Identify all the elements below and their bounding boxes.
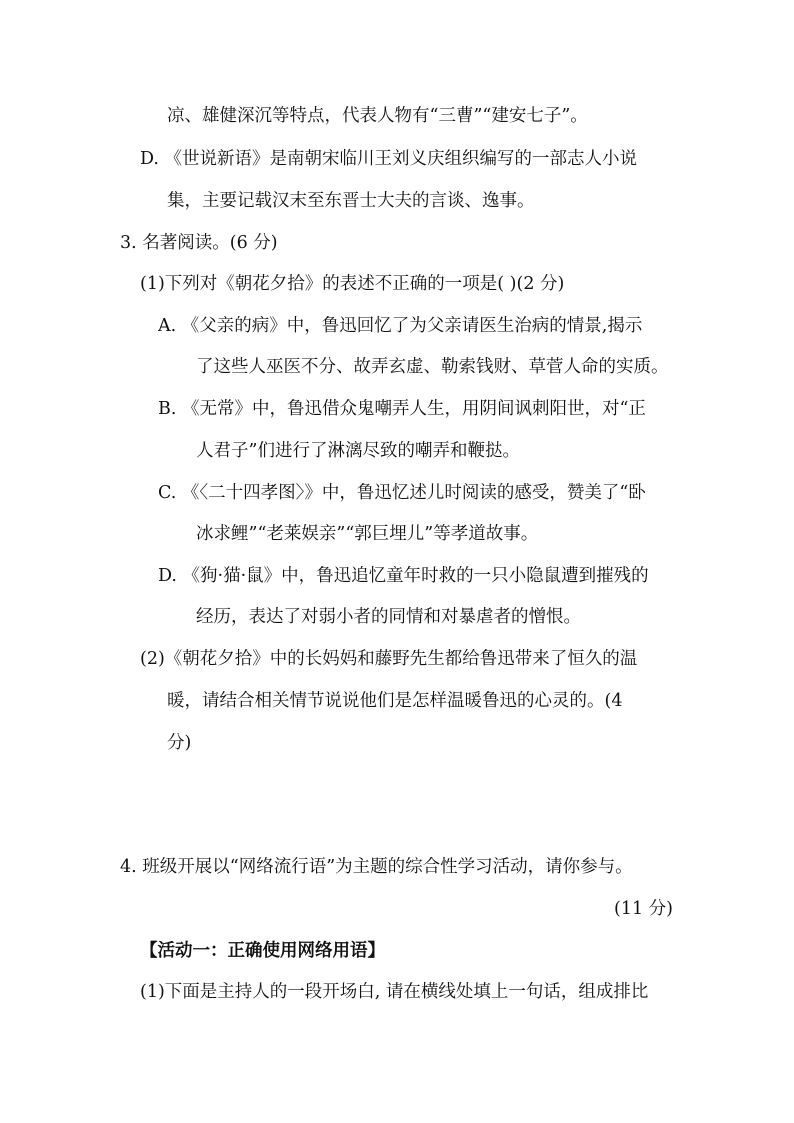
option-a-line-1: A. 《父亲的病》中，鲁迅回忆了为父亲请医生治病的情景,揭示: [158, 316, 643, 336]
option-d2-line-1: D. 《狗·猫·鼠》中，鲁迅追忆童年时救的一只小隐鼠遭到摧残的: [158, 566, 649, 586]
question-3-2-line-3: 分): [167, 733, 192, 753]
option-d-line-2: 集，主要记载汉末至东晋士大夫的言谈、逸事。: [167, 191, 535, 211]
question-3-1-prompt: (1)下列对《朝花夕拾》的表述不正确的一项是( )(2 分): [140, 274, 565, 294]
option-c-line-1: C. 《〈二十四孝图〉》中，鲁迅忆述儿时阅读的感受，赞美了“卧: [158, 483, 646, 503]
question-4-1-prompt: (1)下面是主持人的一段开场白, 请在横线处填上一句话，组成排比: [140, 982, 649, 1002]
activity-1-heading: 【活动一：正确使用网络用语】: [140, 941, 385, 961]
option-d2-line-2: 经历，表达了对弱小者的同情和对暴虐者的憎恨。: [196, 607, 581, 627]
option-b-line-2: 人君子”们进行了淋漓尽致的嘲弄和鞭挞。: [196, 441, 520, 461]
question-3-heading: 3. 名著阅读。(6 分): [120, 233, 278, 253]
question-4-score: (11 分): [614, 899, 673, 919]
question-3-2-line-1: (2)《朝花夕拾》中的长妈妈和藤野先生都给鲁迅带来了恒久的温: [140, 649, 638, 669]
option-d-line-1: D. 《世说新语》是南朝宋临川王刘义庆组织编写的一部志人小说: [140, 149, 638, 169]
question-4-heading: 4. 班级开展以“网络流行语”为主题的综合性学习活动，请你参与。: [120, 857, 633, 877]
option-c-line-2: 冰求鲤”“老莱娱亲”“郭巨埋儿”等孝道故事。: [196, 524, 539, 544]
question-3-2-line-2: 暖，请结合相关情节说说他们是怎样温暖鲁迅的心灵的。(4: [167, 691, 623, 711]
text-line: 凉、雄健深沉等特点，代表人物有“三曹”“建安七子”。: [167, 106, 588, 126]
option-a-line-2: 了这些人巫医不分、故弄玄虚、勒索钱财、草菅人命的实质。: [196, 357, 669, 377]
option-b-line-1: B. 《无常》中，鲁迅借众鬼嘲弄人生，用阴间讽刺阳世，对“正: [158, 399, 646, 419]
